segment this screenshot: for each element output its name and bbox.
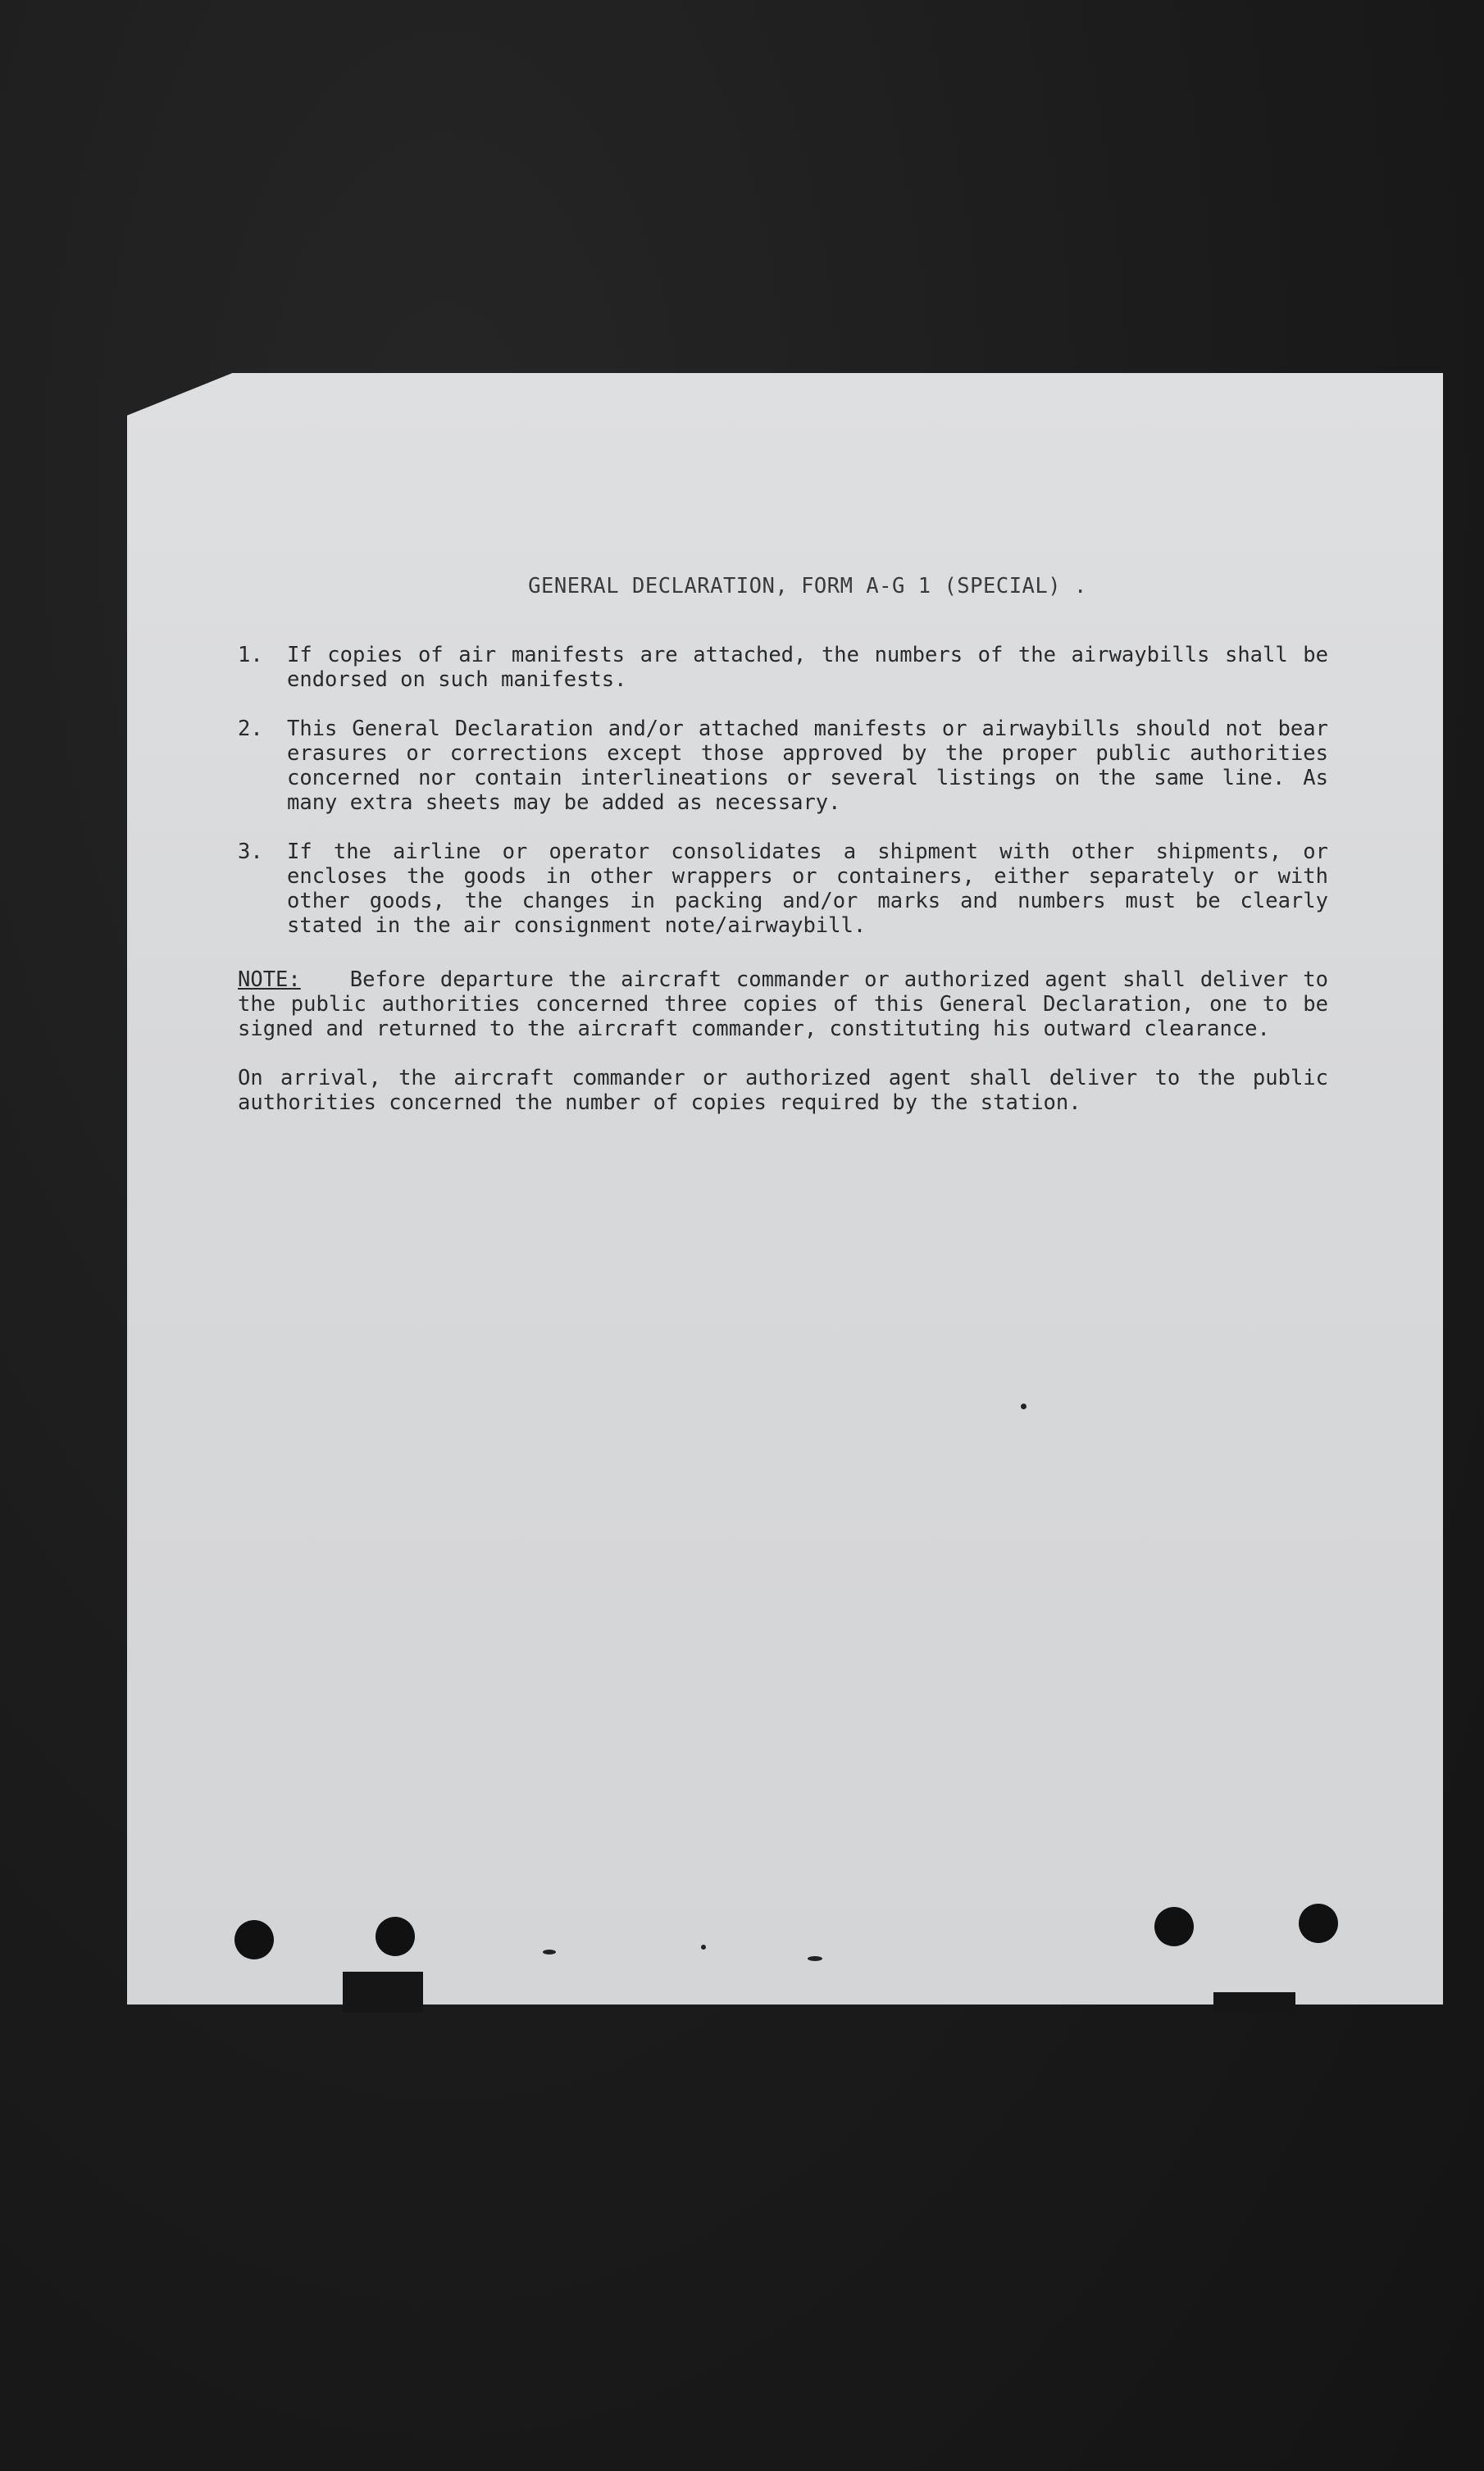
list-item (238, 840, 1328, 938)
list-item (238, 643, 1328, 692)
speck (1021, 1404, 1027, 1409)
item-number: 1. (238, 643, 263, 667)
note-paragraph (238, 967, 1328, 1041)
binder-tab (343, 1972, 423, 2013)
document-title: GENERAL DECLARATION, FORM A-G 1 (SPECIAL) . (528, 574, 1087, 598)
punch-hole (234, 1920, 274, 1959)
item-number: 3. (238, 840, 263, 864)
item-number: 2. (238, 717, 263, 741)
speck (543, 1950, 556, 1955)
binder-tab (1213, 1992, 1295, 2013)
item-text: This General Declaration and/or attached manifests or airwaybills should not bear erasures or corrections except those approved by the proper public authorities concerned nor contain interlineations or several listings on the same line. As many extra sheets may be added as necessary. (287, 717, 1328, 815)
punch-hole (1299, 1904, 1338, 1943)
list-item (238, 717, 1328, 815)
document-content (238, 574, 1328, 1115)
speck (701, 1945, 706, 1950)
note-text: Before departure the aircraft commander or authorized agent shall deliver to the public authorities concerned three copies of this General Declaration, one to be signed and returned to the aircraft commander, constituting his outward clearance. (238, 967, 1328, 1041)
punch-hole (1154, 1907, 1194, 1946)
item-text: If copies of air manifests are attached, the numbers of the airwaybills shall be endorsed on such manifests. (287, 643, 1328, 692)
punch-hole (376, 1917, 415, 1956)
arrival-paragraph: On arrival, the aircraft commander or authorized agent shall deliver to the public authorities concerned the number of copies required by the station. (238, 1066, 1328, 1115)
note-label: NOTE: (238, 967, 301, 992)
item-text: If the airline or operator consolidates a shipment with other shipments, or encloses the goods in other wrappers or containers, either separately or with other goods, the changes in packing and/or marks and numbers must be clearly stated in the air consignment note/airwaybill. (287, 840, 1328, 938)
speck (808, 1956, 822, 1961)
